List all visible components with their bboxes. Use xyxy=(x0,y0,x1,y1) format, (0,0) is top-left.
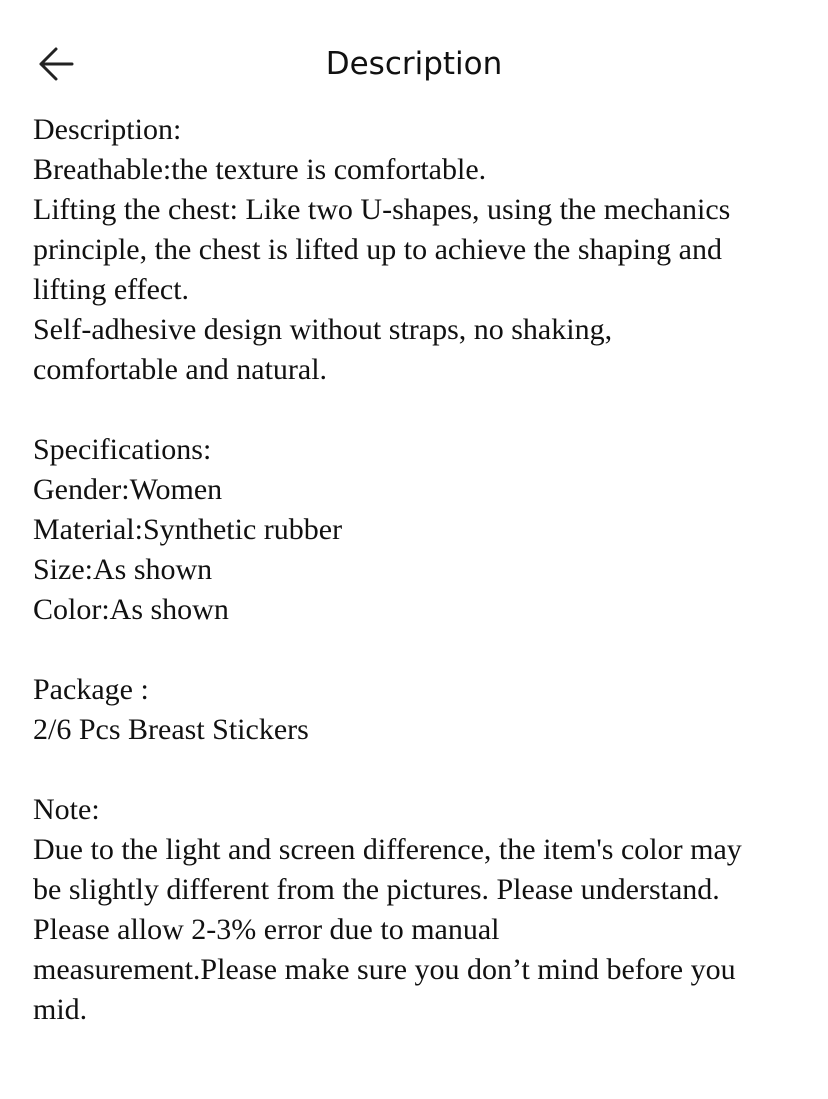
blank-line xyxy=(33,390,803,430)
section-heading-description: Description: xyxy=(33,113,182,146)
description-body xyxy=(33,110,803,1030)
note-line: be slightly different from the pictures. Please understand. xyxy=(33,873,720,906)
note-line: measurement.Please make sure you don’t mind before you xyxy=(33,953,736,986)
page-title: Description xyxy=(325,46,503,82)
top-nav-bar xyxy=(0,0,828,128)
note-line: mid. xyxy=(33,993,88,1026)
description-line: Lifting the chest: Like two U-shapes, using the mechanics xyxy=(33,193,731,226)
description-line: Self-adhesive design without straps, no shaking, xyxy=(33,313,613,346)
description-line: Breathable:the texture is comfortable. xyxy=(33,153,487,186)
spec-color: Color:As shown xyxy=(33,593,229,626)
note-line: Please allow 2-3% error due to manual xyxy=(33,913,500,946)
spec-gender: Gender:Women xyxy=(33,473,223,506)
blank-line xyxy=(33,630,803,670)
blank-line xyxy=(33,750,803,790)
package-contents: 2/6 Pcs Breast Stickers xyxy=(33,713,309,746)
spec-size: Size:As shown xyxy=(33,553,213,586)
spec-material: Material:Synthetic rubber xyxy=(33,513,343,546)
section-heading-note: Note: xyxy=(33,793,100,826)
description-line: comfortable and natural. xyxy=(33,353,328,386)
note-line: Due to the light and screen difference, the item's color may xyxy=(33,833,742,866)
description-line: principle, the chest is lifted up to achieve the shaping and xyxy=(33,233,722,266)
section-heading-package: Package : xyxy=(33,673,149,706)
section-heading-specifications: Specifications: xyxy=(33,433,212,466)
description-line: lifting effect. xyxy=(33,273,190,306)
